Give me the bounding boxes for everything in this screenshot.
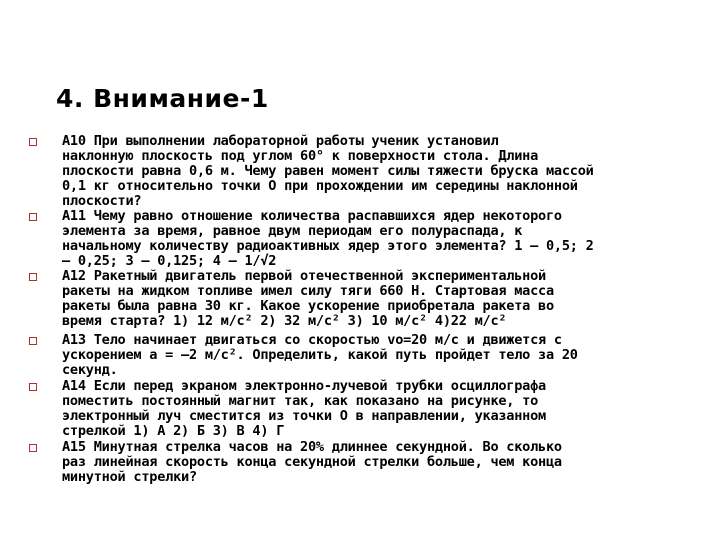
question-text (62, 209, 702, 269)
question-text (62, 269, 702, 329)
question-text (62, 440, 702, 485)
question-line: раз линейная скорость конца секундной стрелки больше, чем конца (62, 454, 562, 470)
question-line: электронный луч сместится из точки О в направлении, указанном (62, 408, 546, 424)
question-line: время старта? 1) 12 м/с² 2) 32 м/с² 3) 10 м/с² 4)22 м/с² (62, 313, 507, 329)
question-line: А13 Тело начинает двигаться со скоростью vo=20 м/с и движется с (62, 332, 562, 348)
question-line: начальному количеству радиоактивных ядер этого элемента? 1 – 0,5; 2 (62, 238, 594, 254)
question-line: ракеты была равна 30 кг. Какое ускорение приобретала ракета во (62, 298, 554, 314)
question-line: секунд. (62, 362, 118, 378)
square-bullet-icon (29, 213, 37, 221)
square-bullet-icon (29, 383, 37, 391)
question-line: А15 Минутная стрелка часов на 20% длиннее секундной. Во сколько (62, 439, 562, 455)
question-line: стрелкой 1) А 2) Б 3) В 4) Г (62, 423, 285, 439)
question-line: минутной стрелки? (62, 469, 197, 485)
question-line: ускорением a = –2 м/с². Определить, какой путь пройдет тело за 20 (62, 347, 578, 363)
question-line: А11 Чему равно отношение количества распавшихся ядер некоторого (62, 208, 562, 224)
question-line: наклонную плоскость под углом 60° к поверхности стола. Длина (62, 148, 539, 164)
question-line: – 0,25; 3 – 0,125; 4 – 1/√2 (62, 253, 277, 269)
question-text (62, 134, 702, 209)
question-text (62, 379, 702, 439)
slide-title: 4. Внимание-1 (56, 84, 269, 113)
square-bullet-icon (29, 138, 37, 146)
question-line: плоскости? (62, 193, 142, 209)
question-line: 0,1 кг относительно точки О при прохождении им середины наклонной (62, 178, 578, 194)
question-line: А10 При выполнении лабораторной работы ученик установил (62, 133, 499, 149)
question-line: А12 Ракетный двигатель первой отечественной экспериментальной (62, 268, 546, 284)
square-bullet-icon (29, 444, 37, 452)
question-line: А14 Если перед экраном электронно-лучевой трубки осциллографа (62, 378, 546, 394)
square-bullet-icon (29, 273, 37, 281)
square-bullet-icon (29, 337, 37, 345)
question-line: поместить постоянный магнит так, как показано на рисунке, то (62, 393, 539, 409)
question-line: элемента за время, равное двум периодам его полураспада, к (62, 223, 523, 239)
question-line: ракеты на жидком топливе имел силу тяги 660 Н. Стартовая масса (62, 283, 554, 299)
question-line: плоскости равна 0,6 м. Чему равен момент силы тяжести бруска массой (62, 163, 594, 179)
question-text (62, 333, 702, 378)
